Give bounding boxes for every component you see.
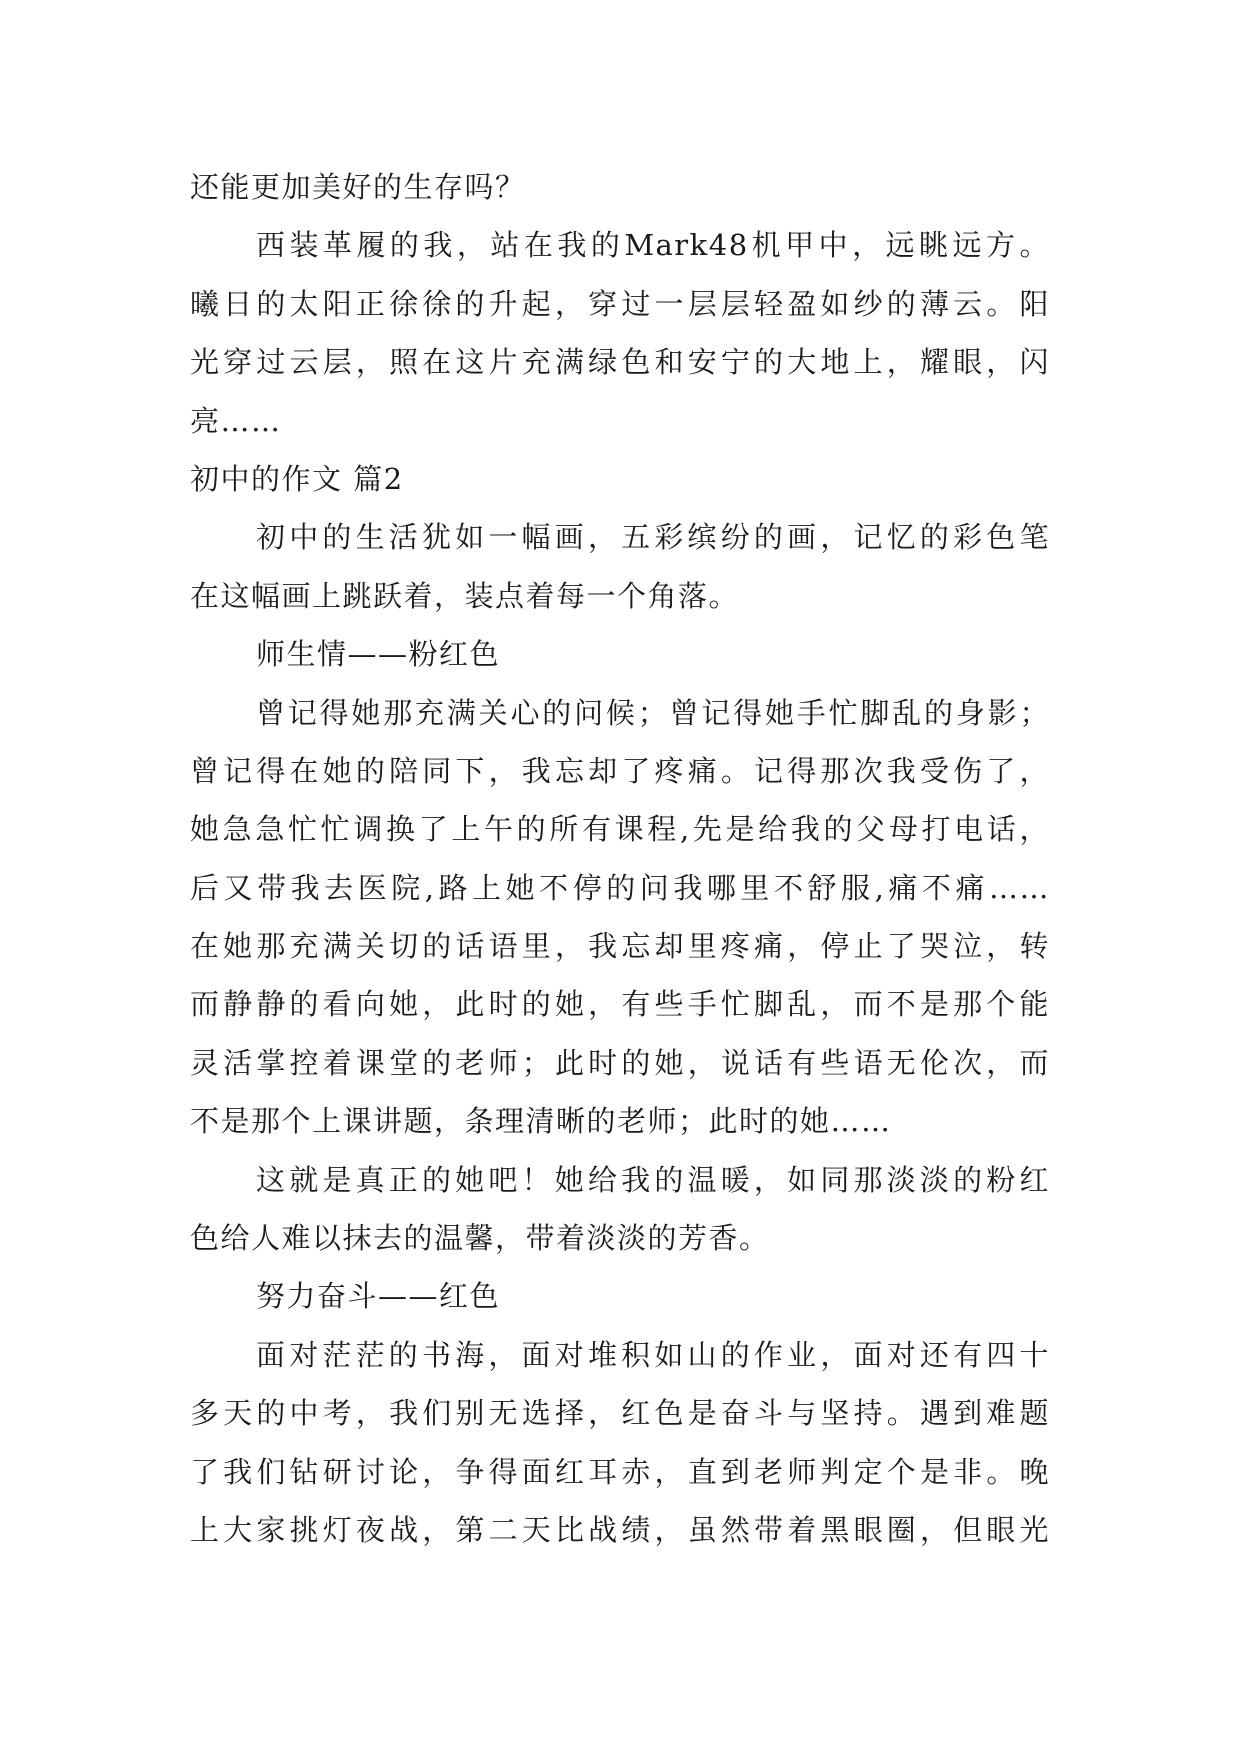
- document-body: [190, 158, 1050, 1559]
- text-line: 灵活掌控着课堂的老师；此时的她，说话有些语无伦次，而: [190, 1045, 1050, 1080]
- text-line: 色给人难以抹去的温馨，带着淡淡的芳香。: [190, 1221, 770, 1256]
- text-line: 上大家挑灯夜战，第二天比战绩，虽然带着黑眼圈，但眼光: [190, 1512, 1050, 1547]
- text-line: 努力奋斗——红色: [256, 1279, 501, 1314]
- text-line: 而静静的看向她，此时的她，有些手忙脚乱，而不是那个能: [190, 987, 1050, 1022]
- text-line: 师生情——粉红色: [256, 637, 501, 672]
- text-line: 光穿过云层，照在这片充满绿色和安宁的大地上，耀眼，闪: [190, 345, 1050, 380]
- text-line: 亮……: [190, 403, 282, 438]
- text-line: 面对茫茫的书海，面对堆积如山的作业，面对还有四十: [256, 1337, 1050, 1372]
- text-line: 后又带我去医院,路上她不停的问我哪里不舒服,痛不痛……: [190, 870, 1050, 905]
- text-line: 初中的生活犹如一幅画，五彩缤纷的画，记忆的彩色笔: [256, 520, 1050, 555]
- text-line: 多天的中考，我们别无选择，红色是奋斗与坚持。遇到难题: [190, 1396, 1050, 1431]
- text-line: 不是那个上课讲题，条理清晰的老师；此时的她……: [190, 1104, 892, 1139]
- text-line: 在她那充满关切的话语里，我忘却里疼痛，停止了哭泣，转: [190, 929, 1050, 964]
- text-line: 了我们钻研讨论，争得面红耳赤，直到老师判定个是非。晚: [190, 1454, 1050, 1489]
- text-line: 还能更加美好的生存吗？: [190, 170, 526, 204]
- text-line: 曾记得她那充满关心的问候；曾记得她手忙脚乱的身影；: [256, 695, 1050, 730]
- section-heading: 初中的作文 篇2: [190, 461, 404, 496]
- text-line: 曦日的太阳正徐徐的升起，穿过一层层轻盈如纱的薄云。阳: [190, 286, 1050, 321]
- text-line: 这就是真正的她吧！她给我的温暖，如同那淡淡的粉红: [256, 1162, 1050, 1197]
- text-line: 在这幅画上跳跃着，装点着每一个角落。: [190, 578, 740, 613]
- text-line: 她急急忙忙调换了上午的所有课程,先是给我的父母打电话，: [190, 812, 1050, 847]
- text-line: 曾记得在她的陪同下，我忘却了疼痛。记得那次我受伤了，: [190, 753, 1050, 788]
- text-line: 西装革履的我，站在我的Mark48机甲中，远眺远方。: [256, 228, 1050, 263]
